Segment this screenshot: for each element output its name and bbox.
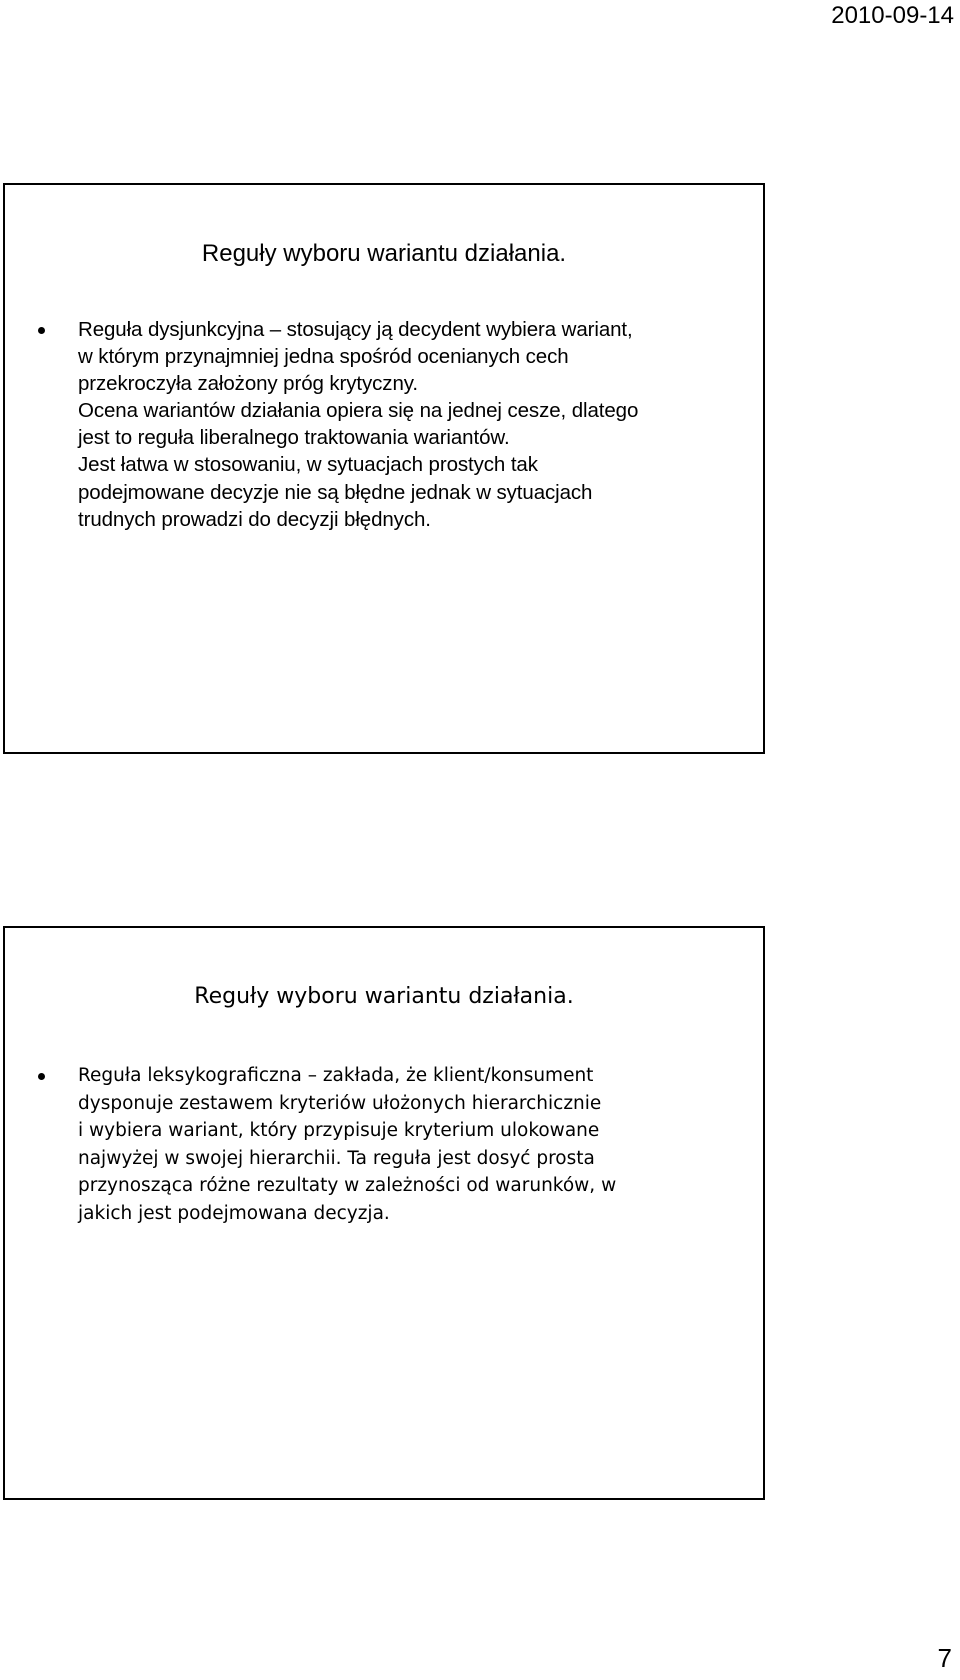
slide-title: Reguły wyboru wariantu działania. [194,984,574,1009]
bullet-dot-icon [38,327,45,334]
slide-1 [3,183,765,754]
text-line: Reguła dysjunkcyjna – stosujący ją decydent wybiera wariant, [78,318,633,341]
text-line: i wybiera wariant, który przypisuje kryterium ulokowane [78,1120,600,1141]
text-line: Jest łatwa w stosowaniu, w sytuacjach prostych tak [78,453,538,477]
bullet-text [78,1062,751,1227]
text-line: przekroczyła założony próg krytyczny. [78,372,418,396]
bullet-text [78,316,751,533]
slide-2 [3,926,765,1500]
text-line: jest to reguła liberalnego traktowania wariantów. [78,426,510,450]
text-line: najwyżej w swojej hierarchii. Ta reguła jest dosyć prosta [78,1147,595,1169]
text-line: w którym przynajmniej jedna spośród ocenianych cech [78,345,569,369]
text-line: Reguła leksykograficzna – zakłada, że klient/konsument [78,1065,594,1086]
text-line: Ocena wariantów działania opiera się na jednej cesze, dlatego [78,399,639,423]
bullet-dot-icon [38,1073,45,1080]
bullet-item [5,1062,763,1227]
text-line: jakich jest podejmowana decyzja. [78,1202,390,1224]
page-number: 7 [937,1643,952,1673]
bullet-list [5,1062,763,1227]
page-date: 2010-09-14 [831,2,954,29]
text-line: trudnych prowadzi do decyzji błędnych. [78,507,431,531]
bullet-list [5,316,763,533]
text-line: podejmowane decyzje nie są błędne jednak w sytuacjach [78,480,593,504]
text-line: przynosząca różne rezultaty w zależności od warunków, w [78,1175,617,1196]
slide-title: Reguły wyboru wariantu działania. [201,240,567,267]
bullet-item [5,316,763,533]
text-line: dysponuje zestawem kryteriów ułożonych hierarchicznie [78,1092,602,1114]
